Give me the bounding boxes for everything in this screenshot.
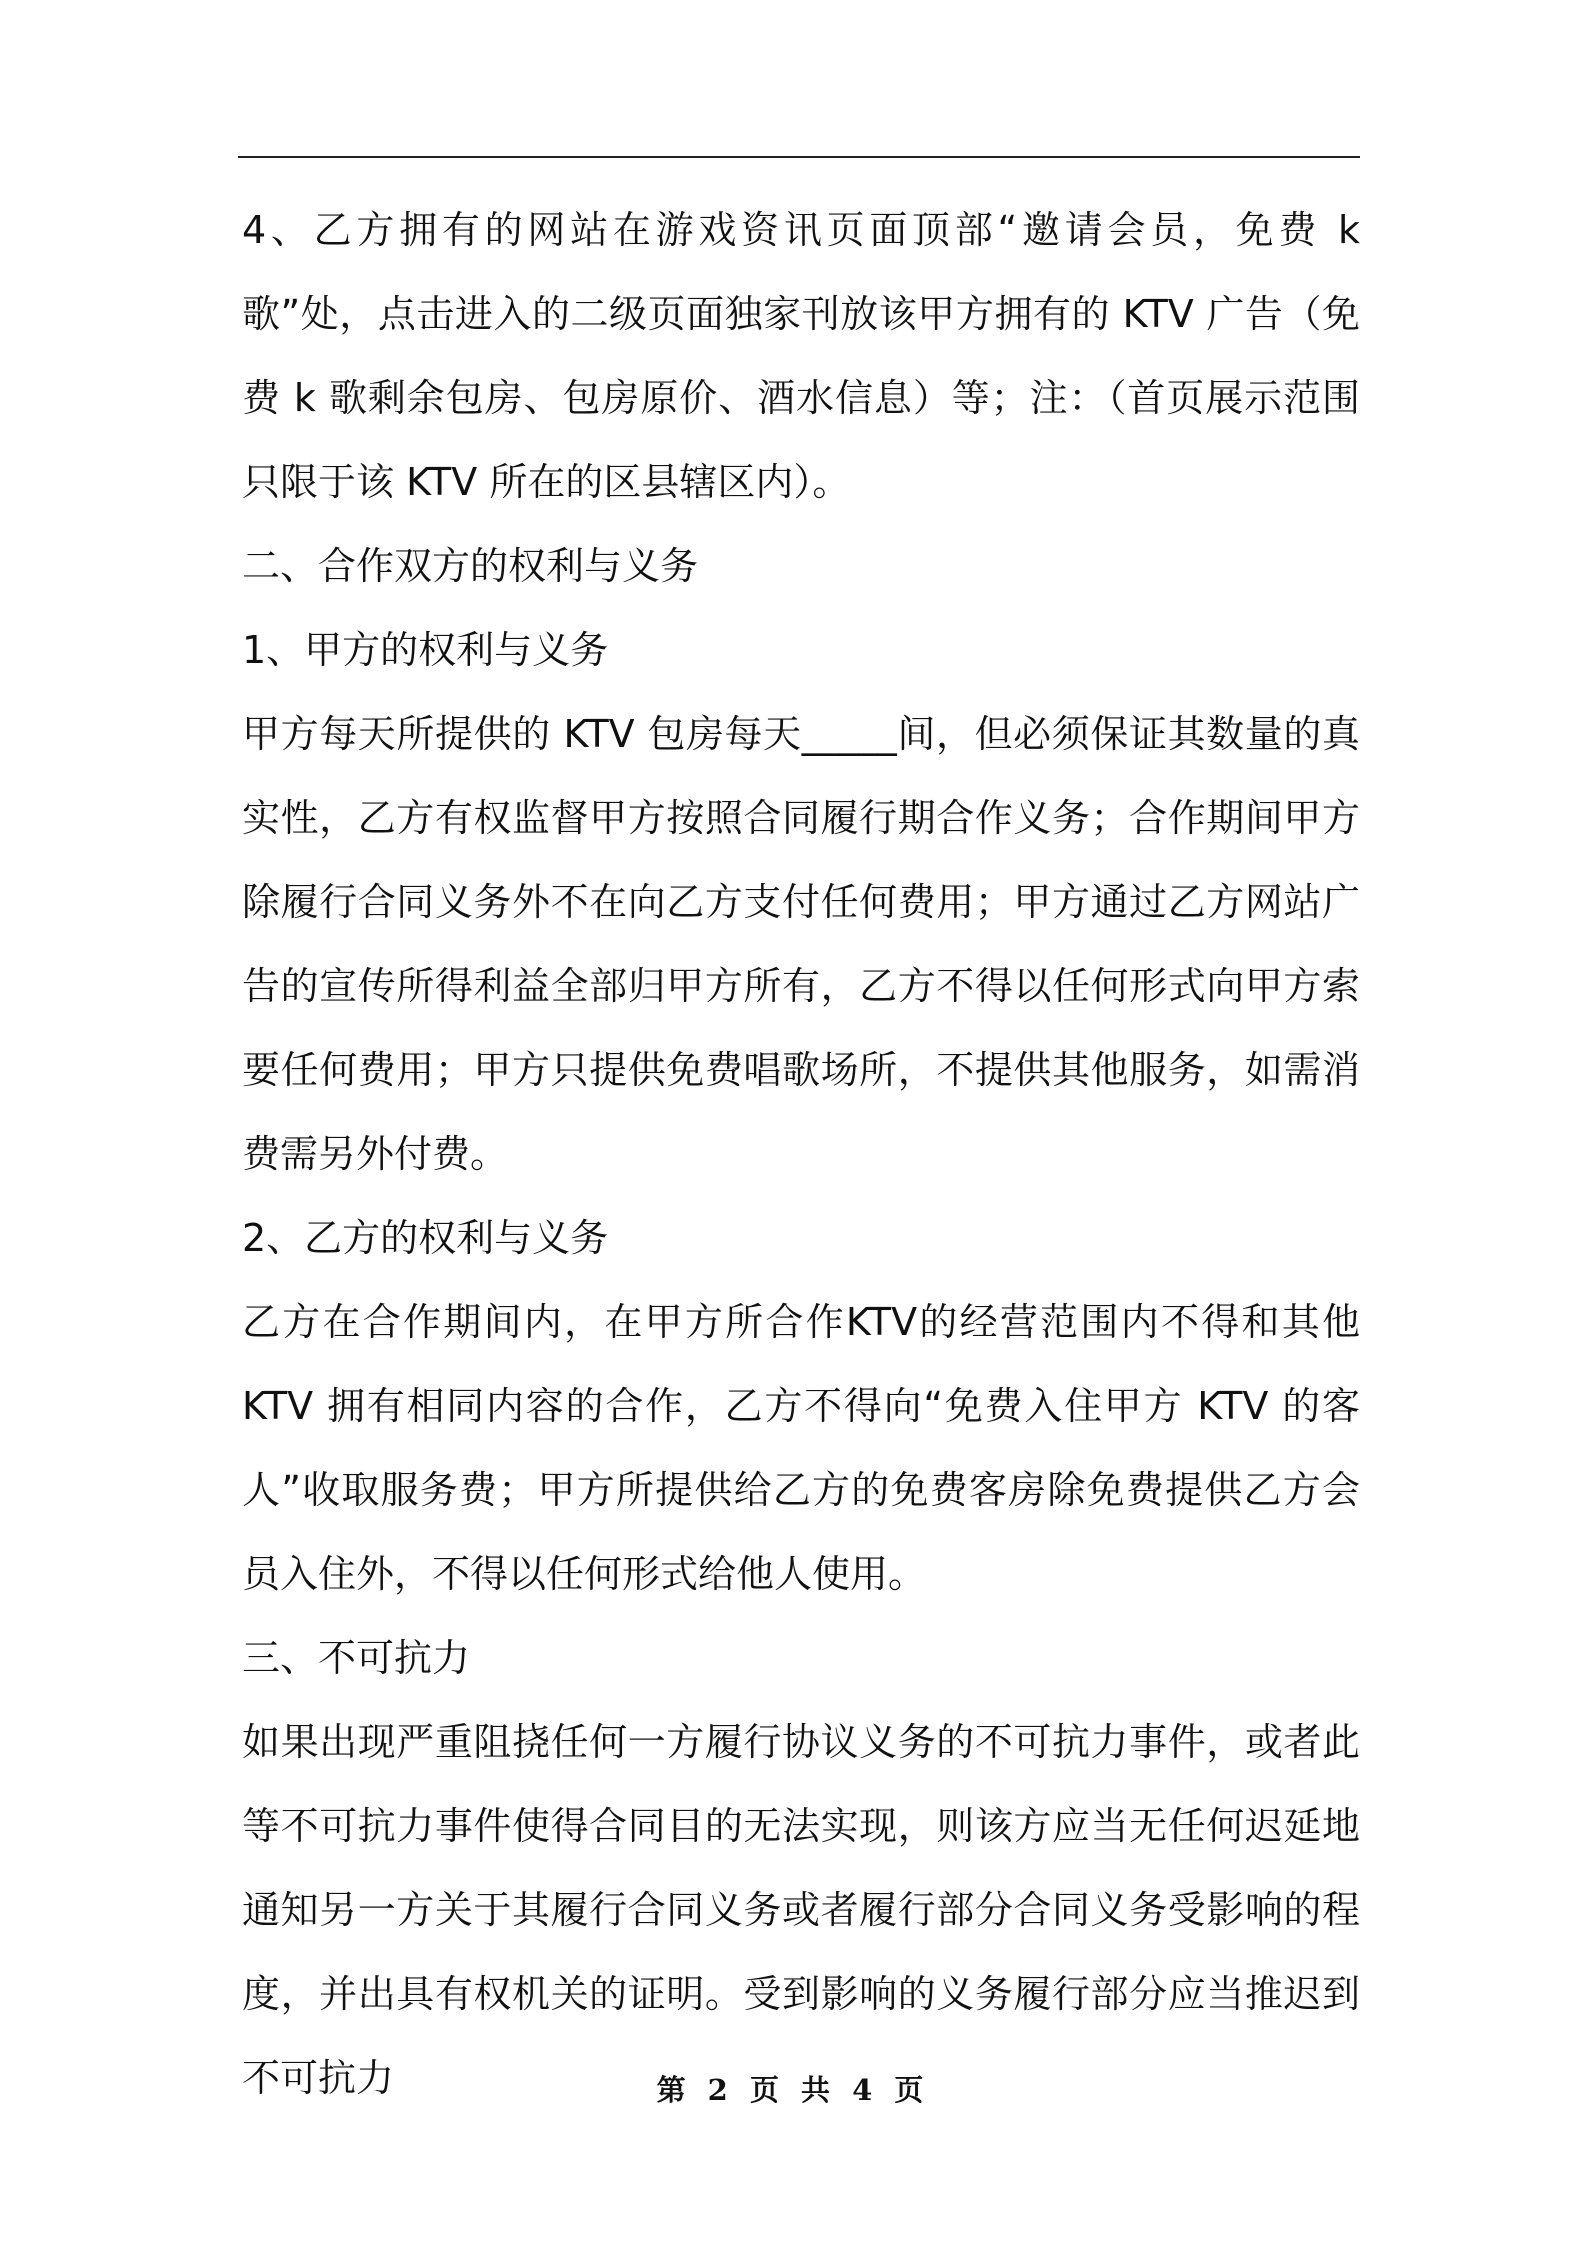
paragraph-party-a-terms: 甲方每天所提供的 KTV 包房每天_____间，但必须保证其数量的真实性，乙方有权监督甲方按照合同履行期合作义务；合作期间甲方除履行合同义务外不在向乙方支付任何费用；甲方通过乙方网站广告的宣传所得利益全部归甲方所有，乙方不得以任何形式向甲方索要任何费用；甲方只提供免费唱歌场所，不提供其他服务，如需消费需另外付费。 [242, 712, 1360, 1176]
subsection-heading-party-a: 1、甲方的权利与义务 [242, 628, 609, 672]
subsection-heading-party-b: 2、乙方的权利与义务 [242, 1216, 609, 1260]
header-divider [238, 156, 1360, 158]
section-heading-force-majeure: 三、不可抗力 [242, 1636, 471, 1680]
paragraph-party-b-terms: 乙方在合作期间内，在甲方所合作KTV的经营范围内不得和其他 KTV 拥有相同内容的合作，乙方不得向“免费入住甲方 KTV 的客人”收取服务费；甲方所提供给乙方的免费客房除免费提供乙方会员入住外，不得以任何形式给他人使用。 [242, 1300, 1360, 1596]
section-heading-rights-obligations: 二、合作双方的权利与义务 [242, 544, 699, 588]
paragraph-clause-4: 4、乙方拥有的网站在游戏资讯页面顶部“邀请会员，免费 k 歌”处，点击进入的二级页面独家刊放该甲方拥有的 KTV 广告（免费 k 歌剩余包房、包房原价、酒水信息）等；注：（首页展示范围只限于该 KTV 所在的区县辖区内）。 [242, 208, 1360, 504]
page-number-footer: 第 2 页 共 4 页 [656, 2073, 930, 2107]
document-body [242, 188, 1360, 2120]
paragraph-force-majeure: 如果出现严重阻挠任何一方履行协议义务的不可抗力事件，或者此等不可抗力事件使得合同目的无法实现，则该方应当无任何迟延地通知另一方关于其履行合同义务或者履行部分合同义务受影响的程度，并出具有权机关的证明。受到影响的义务履行部分应当推迟到不可抗力 [242, 1720, 1360, 2100]
